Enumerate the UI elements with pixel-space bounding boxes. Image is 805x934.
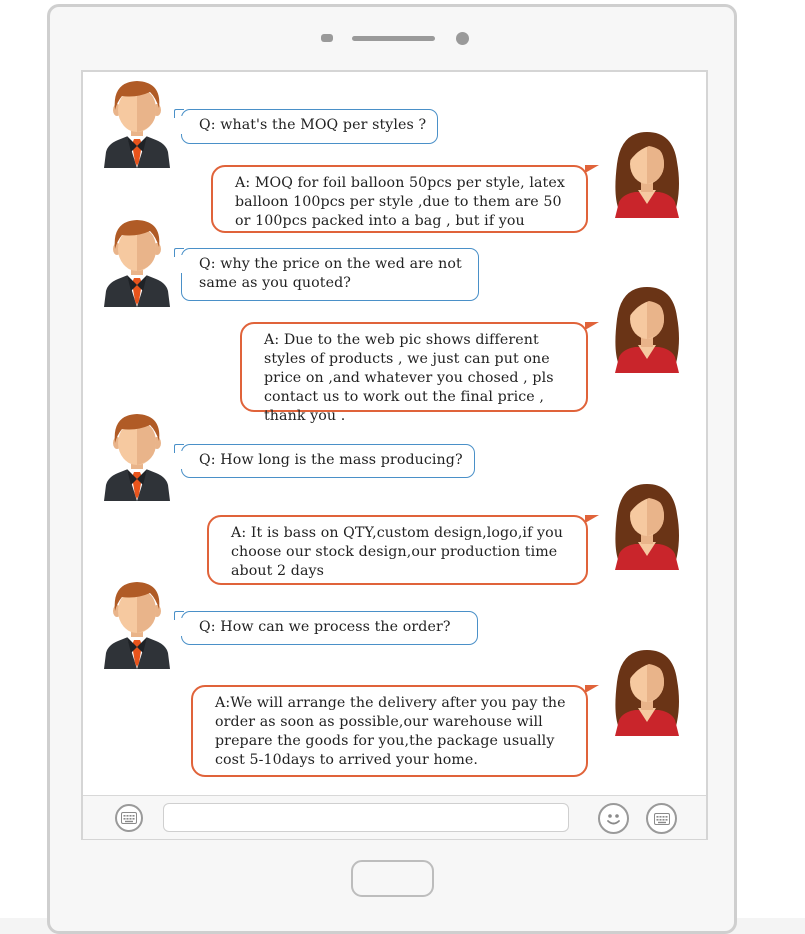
answer-bubble-4 bbox=[191, 685, 588, 777]
bubble-tail bbox=[585, 165, 599, 173]
customer-avatar-3 bbox=[100, 409, 176, 505]
answer-text-1: A: MOQ for foil balloon 50pcs per style, latex balloon 100pcs per style ,due to them are 50 or 100pcs packed into a bag , but if you bbox=[235, 175, 565, 229]
question-bubble-4 bbox=[181, 611, 478, 645]
answer-text-3: A: It is bass on QTY,custom design,logo,if you choose our stock design,our production time about 2 days bbox=[231, 525, 564, 579]
camera-dot bbox=[456, 32, 469, 45]
keyboard-icon bbox=[121, 812, 137, 824]
bubble-tail bbox=[585, 322, 599, 330]
customer-avatar-2 bbox=[100, 215, 176, 311]
home-button[interactable] bbox=[351, 860, 434, 897]
message-input[interactable] bbox=[163, 803, 569, 832]
agent-avatar-2 bbox=[605, 279, 689, 375]
agent-avatar-4 bbox=[605, 642, 689, 738]
keyboard-toggle-right[interactable] bbox=[646, 803, 677, 834]
sensor-pill bbox=[321, 34, 333, 42]
question-bubble-2 bbox=[181, 248, 479, 301]
keyboard-icon bbox=[654, 813, 670, 825]
smiley-icon bbox=[603, 808, 624, 829]
customer-avatar-4 bbox=[100, 577, 176, 673]
answer-bubble-2 bbox=[240, 322, 588, 424]
customer-avatar-1 bbox=[100, 76, 176, 172]
speaker-grille bbox=[352, 36, 435, 41]
question-bubble-3 bbox=[181, 444, 475, 478]
keyboard-toggle-left[interactable] bbox=[115, 804, 143, 832]
question-bubble-1 bbox=[181, 109, 438, 144]
agent-avatar-3 bbox=[605, 476, 689, 572]
chat-history[interactable] bbox=[83, 72, 706, 795]
answer-bubble-3 bbox=[207, 515, 588, 585]
question-text-4: Q: How can we process the order? bbox=[199, 619, 451, 635]
bubble-tail bbox=[585, 685, 599, 693]
composer-bar bbox=[83, 795, 706, 839]
question-text-3: Q: How long is the mass producing? bbox=[199, 452, 463, 468]
question-text-1: Q: what's the MOQ per styles ? bbox=[199, 117, 427, 133]
question-text-2: Q: why the price on the wed are not same as you quoted? bbox=[199, 256, 462, 291]
emoji-button[interactable] bbox=[598, 803, 629, 834]
answer-text-4: A:We will arrange the delivery after you pay the order as soon as possible,our warehouse will prepare the goods for you,the package usually cost 5-10days to arrived your home. bbox=[215, 695, 566, 768]
answer-text-2: A: Due to the web pic shows different styles of products , we just can put one price on ,and whatever you chosed , pls contact us to work out the final price , thank you . bbox=[264, 332, 554, 424]
answer-bubble-1 bbox=[211, 165, 588, 233]
bubble-tail bbox=[585, 515, 599, 523]
agent-avatar-1 bbox=[605, 124, 689, 220]
